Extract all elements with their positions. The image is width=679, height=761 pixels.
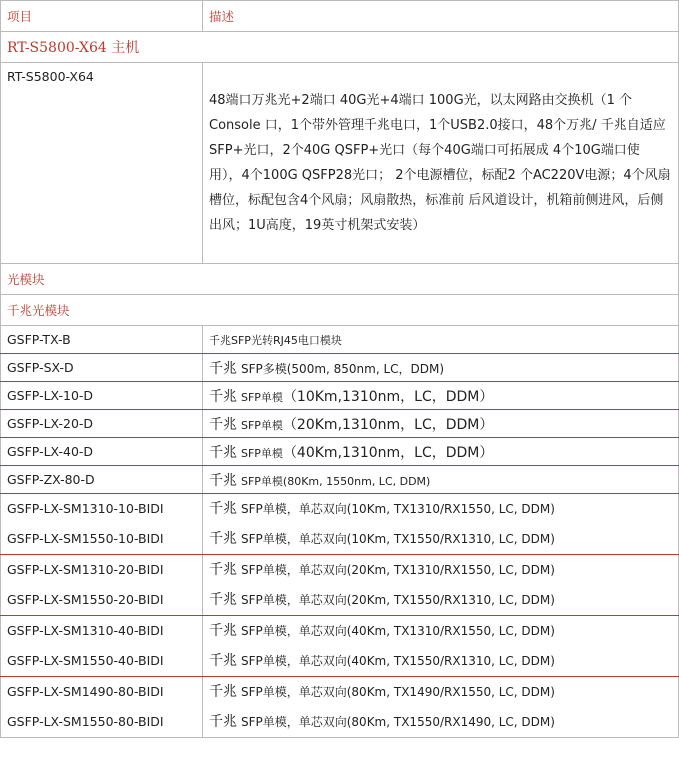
host-desc: 48端口万兆光+2端口 40G光+4端口 100G光，以太网路由交换机（1 个 Console 口，1个带外管理千兆电口，1个USB2.0接口，48个万兆/ 千兆自适应SFP+光口，2个40G QSFP+光口（每个40G端口可拓展成 4个10G端口使用），4个100G QSFP28光口； 2个电源槽位，标配2 个AC220V电源；4个风扇槽位，标配包含4个风扇；风扇散热，标准前 后风道设计，机箱前侧进风，后侧出风；1U高度，19英寸机架式安装） bbox=[203, 63, 679, 264]
pair-desc-1: SFP单模，单芯双向(10Km, TX1310/RX1550, LC, DDM) bbox=[240, 502, 555, 516]
desc-b: SFP单模 bbox=[240, 418, 283, 432]
row-desc bbox=[203, 354, 679, 382]
pair-descs bbox=[203, 677, 679, 738]
desc-b: SFP单模 bbox=[240, 446, 283, 460]
table-row bbox=[1, 326, 679, 354]
row-model: GSFP-LX-10-D bbox=[1, 382, 203, 410]
table-row bbox=[1, 354, 679, 382]
qianzhao-label: 千兆 bbox=[209, 501, 237, 517]
row-desc bbox=[203, 466, 679, 494]
qianzhao-label: 千兆 bbox=[209, 653, 237, 669]
pair-model-2: GSFP-LX-SM1550-10-BIDI bbox=[7, 531, 164, 546]
pair-models bbox=[1, 494, 203, 555]
pair-desc-2: SFP单模，单芯双向(40Km, TX1550/RX1310, LC, DDM) bbox=[240, 654, 555, 668]
header-item: 项目 bbox=[1, 1, 203, 32]
desc-c: （20Km,1310nm，LC，DDM） bbox=[282, 416, 494, 433]
desc-c: （10Km,1310nm，LC，DDM） bbox=[282, 388, 494, 405]
desc-b: SFP多模(500m, 850nm, LC，DDM) bbox=[240, 361, 445, 376]
desc-b: SFP单模 bbox=[240, 390, 283, 404]
header-desc: 描述 bbox=[203, 1, 679, 32]
desc-a: 千兆 bbox=[209, 416, 237, 433]
optical-section-title: 光模块 bbox=[1, 264, 679, 295]
desc-a: 千兆 bbox=[209, 388, 237, 405]
pair-models bbox=[1, 555, 203, 616]
table-row-pair bbox=[1, 555, 679, 616]
pair-descs bbox=[203, 616, 679, 677]
host-section-title: RT-S5800-X64 主机 bbox=[1, 32, 679, 63]
gigabit-section-row bbox=[1, 295, 679, 326]
header-row bbox=[1, 1, 679, 32]
pair-desc-1: SFP单模，单芯双向(80Km, TX1490/RX1550, LC, DDM) bbox=[240, 685, 555, 699]
row-model: GSFP-LX-20-D bbox=[1, 410, 203, 438]
qianzhao-label: 千兆 bbox=[209, 684, 237, 700]
pair-model-2: GSFP-LX-SM1550-80-BIDI bbox=[7, 714, 164, 729]
pair-desc-2: SFP单模，单芯双向(20Km, TX1550/RX1310, LC, DDM) bbox=[240, 593, 555, 607]
pair-desc-2: SFP单模，单芯双向(80Km, TX1550/RX1490, LC, DDM) bbox=[240, 715, 555, 729]
qianzhao-label: 千兆 bbox=[209, 531, 237, 547]
row-desc: 千兆SFP光转RJ45电口模块 bbox=[203, 326, 679, 354]
pair-models bbox=[1, 616, 203, 677]
table-row bbox=[1, 410, 679, 438]
row-model: GSFP-LX-40-D bbox=[1, 438, 203, 466]
pair-descs bbox=[203, 494, 679, 555]
pair-model-1: GSFP-LX-SM1490-80-BIDI bbox=[7, 684, 164, 699]
pair-descs bbox=[203, 555, 679, 616]
table-row-pair bbox=[1, 494, 679, 555]
host-model: RT-S5800-X64 bbox=[1, 63, 203, 264]
qianzhao-label: 千兆 bbox=[209, 592, 237, 608]
desc-b: SFP单模(80Km, 1550nm, LC, DDM) bbox=[240, 474, 431, 488]
row-desc bbox=[203, 438, 679, 466]
table-row bbox=[1, 438, 679, 466]
pair-model-1: GSFP-LX-SM1310-40-BIDI bbox=[7, 623, 164, 638]
table-row bbox=[1, 466, 679, 494]
host-row bbox=[1, 63, 679, 264]
pair-models bbox=[1, 677, 203, 738]
pair-model-2: GSFP-LX-SM1550-20-BIDI bbox=[7, 592, 164, 607]
desc-a: 千兆 bbox=[209, 360, 237, 377]
table-row-pair bbox=[1, 677, 679, 738]
qianzhao-label: 千兆 bbox=[209, 714, 237, 730]
row-model: GSFP-TX-B bbox=[1, 326, 203, 354]
row-desc bbox=[203, 382, 679, 410]
host-section-row bbox=[1, 32, 679, 63]
table-row bbox=[1, 382, 679, 410]
desc-c: （40Km,1310nm，LC，DDM） bbox=[282, 444, 494, 461]
gigabit-section-title: 千兆光模块 bbox=[1, 295, 679, 326]
pair-model-2: GSFP-LX-SM1550-40-BIDI bbox=[7, 653, 164, 668]
table-row-pair bbox=[1, 616, 679, 677]
pair-model-1: GSFP-LX-SM1310-10-BIDI bbox=[7, 501, 164, 516]
desc-a: 千兆 bbox=[209, 472, 237, 489]
optical-section-row bbox=[1, 264, 679, 295]
qianzhao-label: 千兆 bbox=[209, 562, 237, 578]
pair-desc-2: SFP单模，单芯双向(10Km, TX1550/RX1310, LC, DDM) bbox=[240, 532, 555, 546]
pair-desc-1: SFP单模，单芯双向(20Km, TX1310/RX1550, LC, DDM) bbox=[240, 563, 555, 577]
row-desc bbox=[203, 410, 679, 438]
row-model: GSFP-ZX-80-D bbox=[1, 466, 203, 494]
qianzhao-label: 千兆 bbox=[209, 623, 237, 639]
pair-desc-1: SFP单模，单芯双向(40Km, TX1310/RX1550, LC, DDM) bbox=[240, 624, 555, 638]
desc-a: 千兆 bbox=[209, 444, 237, 461]
row-model: GSFP-SX-D bbox=[1, 354, 203, 382]
pair-model-1: GSFP-LX-SM1310-20-BIDI bbox=[7, 562, 164, 577]
